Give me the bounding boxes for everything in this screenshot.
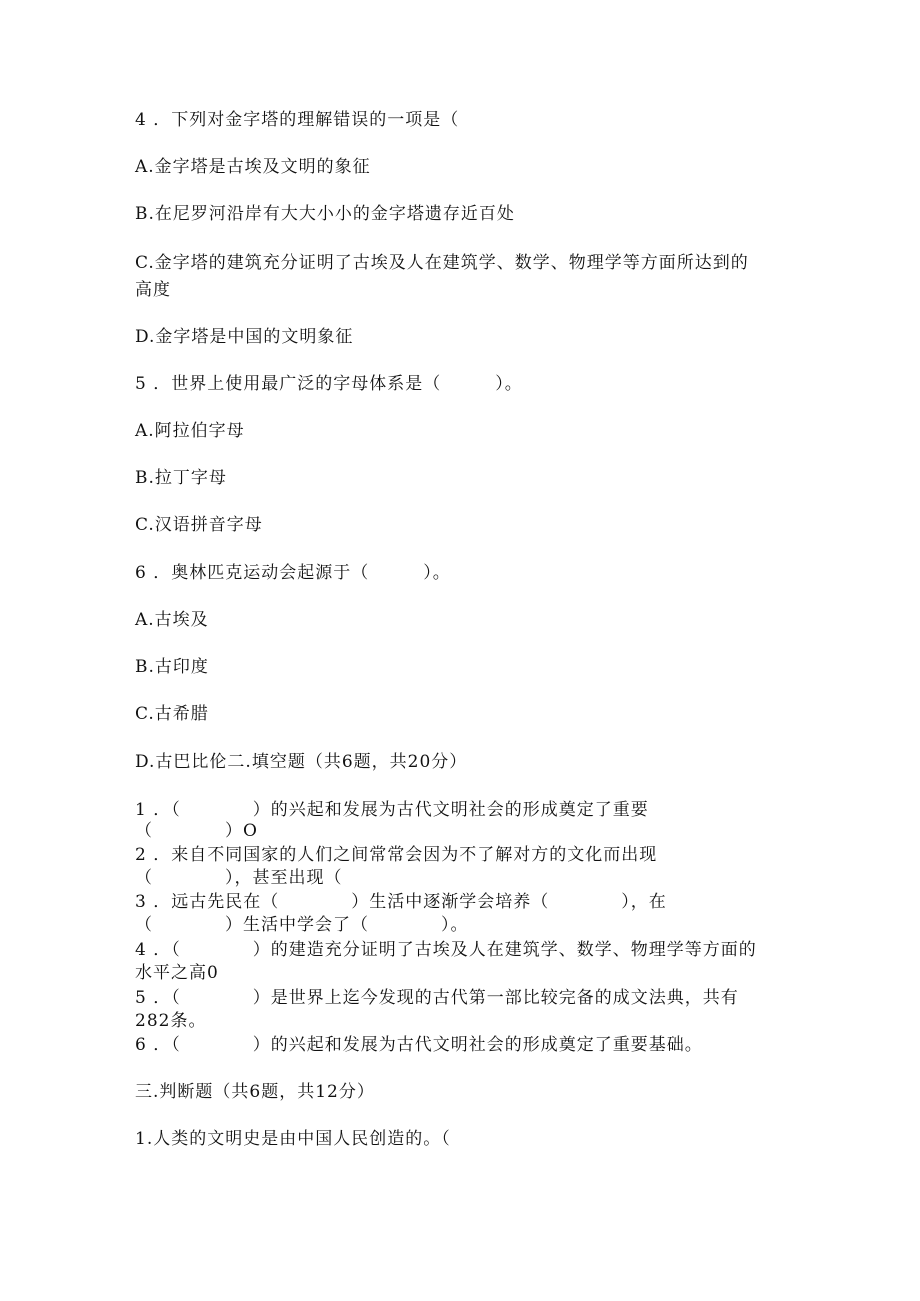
section-3-heading: 三.判断题（共6题，共12分） xyxy=(135,1082,375,1102)
question-5-option-b: B.拉丁字母 xyxy=(135,468,227,488)
question-6-option-b: B.古印度 xyxy=(135,657,209,677)
fill-blank-4-continued: 水平之高0 xyxy=(135,963,219,983)
fill-blank-2-continued: （ ），甚至出现（ xyxy=(135,868,343,888)
fill-blank-6: 6 ．（ ）的兴起和发展为古代文明社会的形成奠定了重要基础。 xyxy=(135,1035,703,1055)
question-6-stem: 6 ．奥林匹克运动会起源于（ ）。 xyxy=(135,563,451,583)
fill-blank-4: 4 ．（ ）的建造充分证明了古埃及人在建筑学、数学、物理学等方面的 xyxy=(135,940,757,960)
question-4-stem: 4 ．下列对金字塔的理解错误的一项是（ xyxy=(135,110,460,130)
fill-blank-1-continued: （ ）O xyxy=(135,821,258,841)
question-6-option-a: A.古埃及 xyxy=(135,610,209,630)
fill-blank-3-continued: （ ）生活中学会了（ ）。 xyxy=(135,915,469,935)
fill-blank-1: 1 ．（ ）的兴起和发展为古代文明社会的形成奠定了重要 xyxy=(135,800,649,820)
question-4-option-a: A.金字塔是古埃及文明的象征 xyxy=(135,157,371,177)
question-5-option-a: A.阿拉伯字母 xyxy=(135,421,245,441)
fill-blank-5-continued: 282条。 xyxy=(135,1011,207,1031)
question-5-option-c: C.汉语拼音字母 xyxy=(135,515,263,535)
question-4-option-c: C.金字塔的建筑充分证明了古埃及人在建筑学、数学、物理学等方面所达到的 xyxy=(135,253,749,273)
question-4-option-c-continued: 高度 xyxy=(135,280,171,300)
fill-blank-5: 5 ．（ ）是世界上迄今发现的古代第一部比较完备的成文法典，共有 xyxy=(135,988,739,1008)
question-5-stem: 5 ．世界上使用最广泛的字母体系是（ ）。 xyxy=(135,374,523,394)
fill-blank-2: 2 ．来自不同国家的人们之间常常会因为不了解对方的文化而出现 xyxy=(135,845,658,865)
question-6-option-c: C.古希腊 xyxy=(135,704,209,724)
question-4-option-b: B.在尼罗河沿岸有大大小小的金字塔遗存近百处 xyxy=(135,204,515,224)
question-6-option-d-and-section-2-heading: D.古巴比伦二.填空题（共6题，共20分） xyxy=(135,752,468,772)
judgement-1: 1.人类的文明史是由中国人民创造的。（ xyxy=(135,1129,451,1149)
fill-blank-3: 3 ．远古先民在（ ）生活中逐渐学会培养（ ），在 xyxy=(135,892,667,912)
question-4-option-d: D.金字塔是中国的文明象征 xyxy=(135,327,354,347)
